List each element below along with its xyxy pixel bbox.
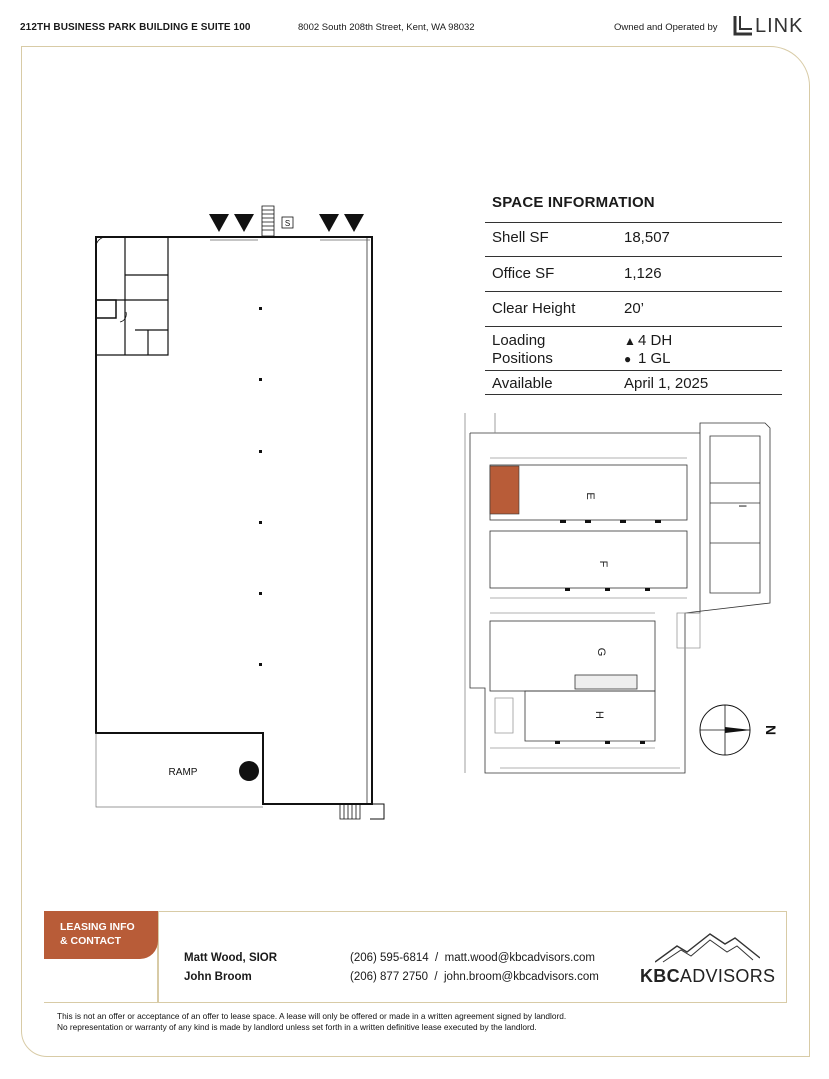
- building-e-label: E: [584, 492, 596, 500]
- agent-phone[interactable]: (206) 595-6814: [350, 952, 429, 964]
- owned-by-label: Owned and Operated by: [614, 22, 718, 33]
- row-value: April 1, 2025: [624, 375, 709, 392]
- row-label: Office SF: [492, 265, 555, 282]
- building-g-label: G: [595, 647, 607, 657]
- floor-plan: [70, 200, 400, 825]
- grade-level-count: 1 GL: [638, 350, 671, 367]
- agent-email-link[interactable]: john.broom@kbcadvisors.com: [444, 971, 599, 983]
- north-label: N: [763, 724, 779, 736]
- dock-high-count: 4 DH: [638, 332, 673, 349]
- row-label: Available: [492, 375, 553, 392]
- floor-plan-walls: [96, 237, 372, 804]
- building-i: [710, 436, 760, 593]
- stairs-top: [262, 206, 274, 236]
- separator: /: [434, 971, 438, 983]
- table-row: [485, 326, 782, 370]
- building-i-label: I: [736, 504, 748, 508]
- agent-name: John Broom: [184, 971, 252, 983]
- row-value: 1,126: [624, 265, 662, 282]
- table-bottom-rule: [485, 394, 782, 395]
- row-label: Clear Height: [492, 300, 576, 317]
- triangle-icon: ▲: [624, 334, 636, 348]
- building-f: [490, 531, 687, 588]
- link-logo-text: LINK: [755, 15, 804, 37]
- row-value: [624, 332, 782, 370]
- suite-highlight: [490, 466, 519, 514]
- table-row: [485, 370, 782, 394]
- table-row: [485, 256, 782, 291]
- site-plan: [455, 408, 785, 778]
- north-arrow-icon: [700, 705, 751, 755]
- building-h-label: H: [593, 711, 605, 719]
- disclaimer-line1: This is not an offer or acceptance of an offer to lease space. A lease will only be offered or made in a written agreement signed by landlord.: [57, 1011, 567, 1021]
- loading-label-line2: Positions: [492, 350, 553, 367]
- agent-email-link[interactable]: matt.wood@kbcadvisors.com: [444, 952, 596, 964]
- leasing-contact-tab: [44, 911, 158, 959]
- disclaimer-line2: No representation or warranty of any kind is made by landlord unless set forth in a written definitive lease executed by the landlord.: [57, 1022, 537, 1032]
- loading-label-line1: Loading: [492, 332, 546, 349]
- office-area: [96, 237, 168, 355]
- kbc-logo-bold: KBC: [640, 966, 680, 986]
- kbc-logo-text: [640, 966, 775, 987]
- table-row: [485, 291, 782, 326]
- space-info-title: SPACE INFORMATION: [492, 194, 655, 211]
- row-value: 20’: [624, 300, 645, 317]
- agent-phone[interactable]: (206) 877 2750: [350, 971, 429, 983]
- column-grid: [259, 307, 262, 666]
- stair-label: S: [284, 219, 291, 228]
- disclaimer: [57, 1011, 566, 1033]
- stairs-bottom: [340, 804, 360, 819]
- building-h: [525, 691, 655, 741]
- mountain-logo-icon: [655, 928, 760, 966]
- tab-line1: LEASING INFO: [60, 921, 135, 933]
- row-label: Shell SF: [492, 229, 549, 246]
- property-title: 212TH BUSINESS PARK BUILDING E SUITE 100: [20, 22, 251, 33]
- table-row: [485, 222, 782, 256]
- tab-line2: & CONTACT: [60, 935, 122, 947]
- property-address: 8002 South 208th Street, Kent, WA 98032: [298, 22, 475, 33]
- building-f-label: F: [597, 560, 609, 568]
- space-information-table: [485, 190, 782, 395]
- agent-name: Matt Wood, SIOR: [184, 952, 278, 964]
- row-label: [492, 332, 624, 370]
- row-value: 18,507: [624, 229, 670, 246]
- separator: /: [435, 952, 439, 964]
- page-header: [0, 0, 829, 50]
- agent-contact: [350, 971, 599, 983]
- circle-icon: ●: [624, 352, 632, 366]
- agent-contact: [350, 952, 595, 964]
- ramp-label: RAMP: [168, 767, 198, 778]
- kbc-logo-rest: ADVISORS: [679, 966, 776, 986]
- grade-level-door: [239, 761, 259, 781]
